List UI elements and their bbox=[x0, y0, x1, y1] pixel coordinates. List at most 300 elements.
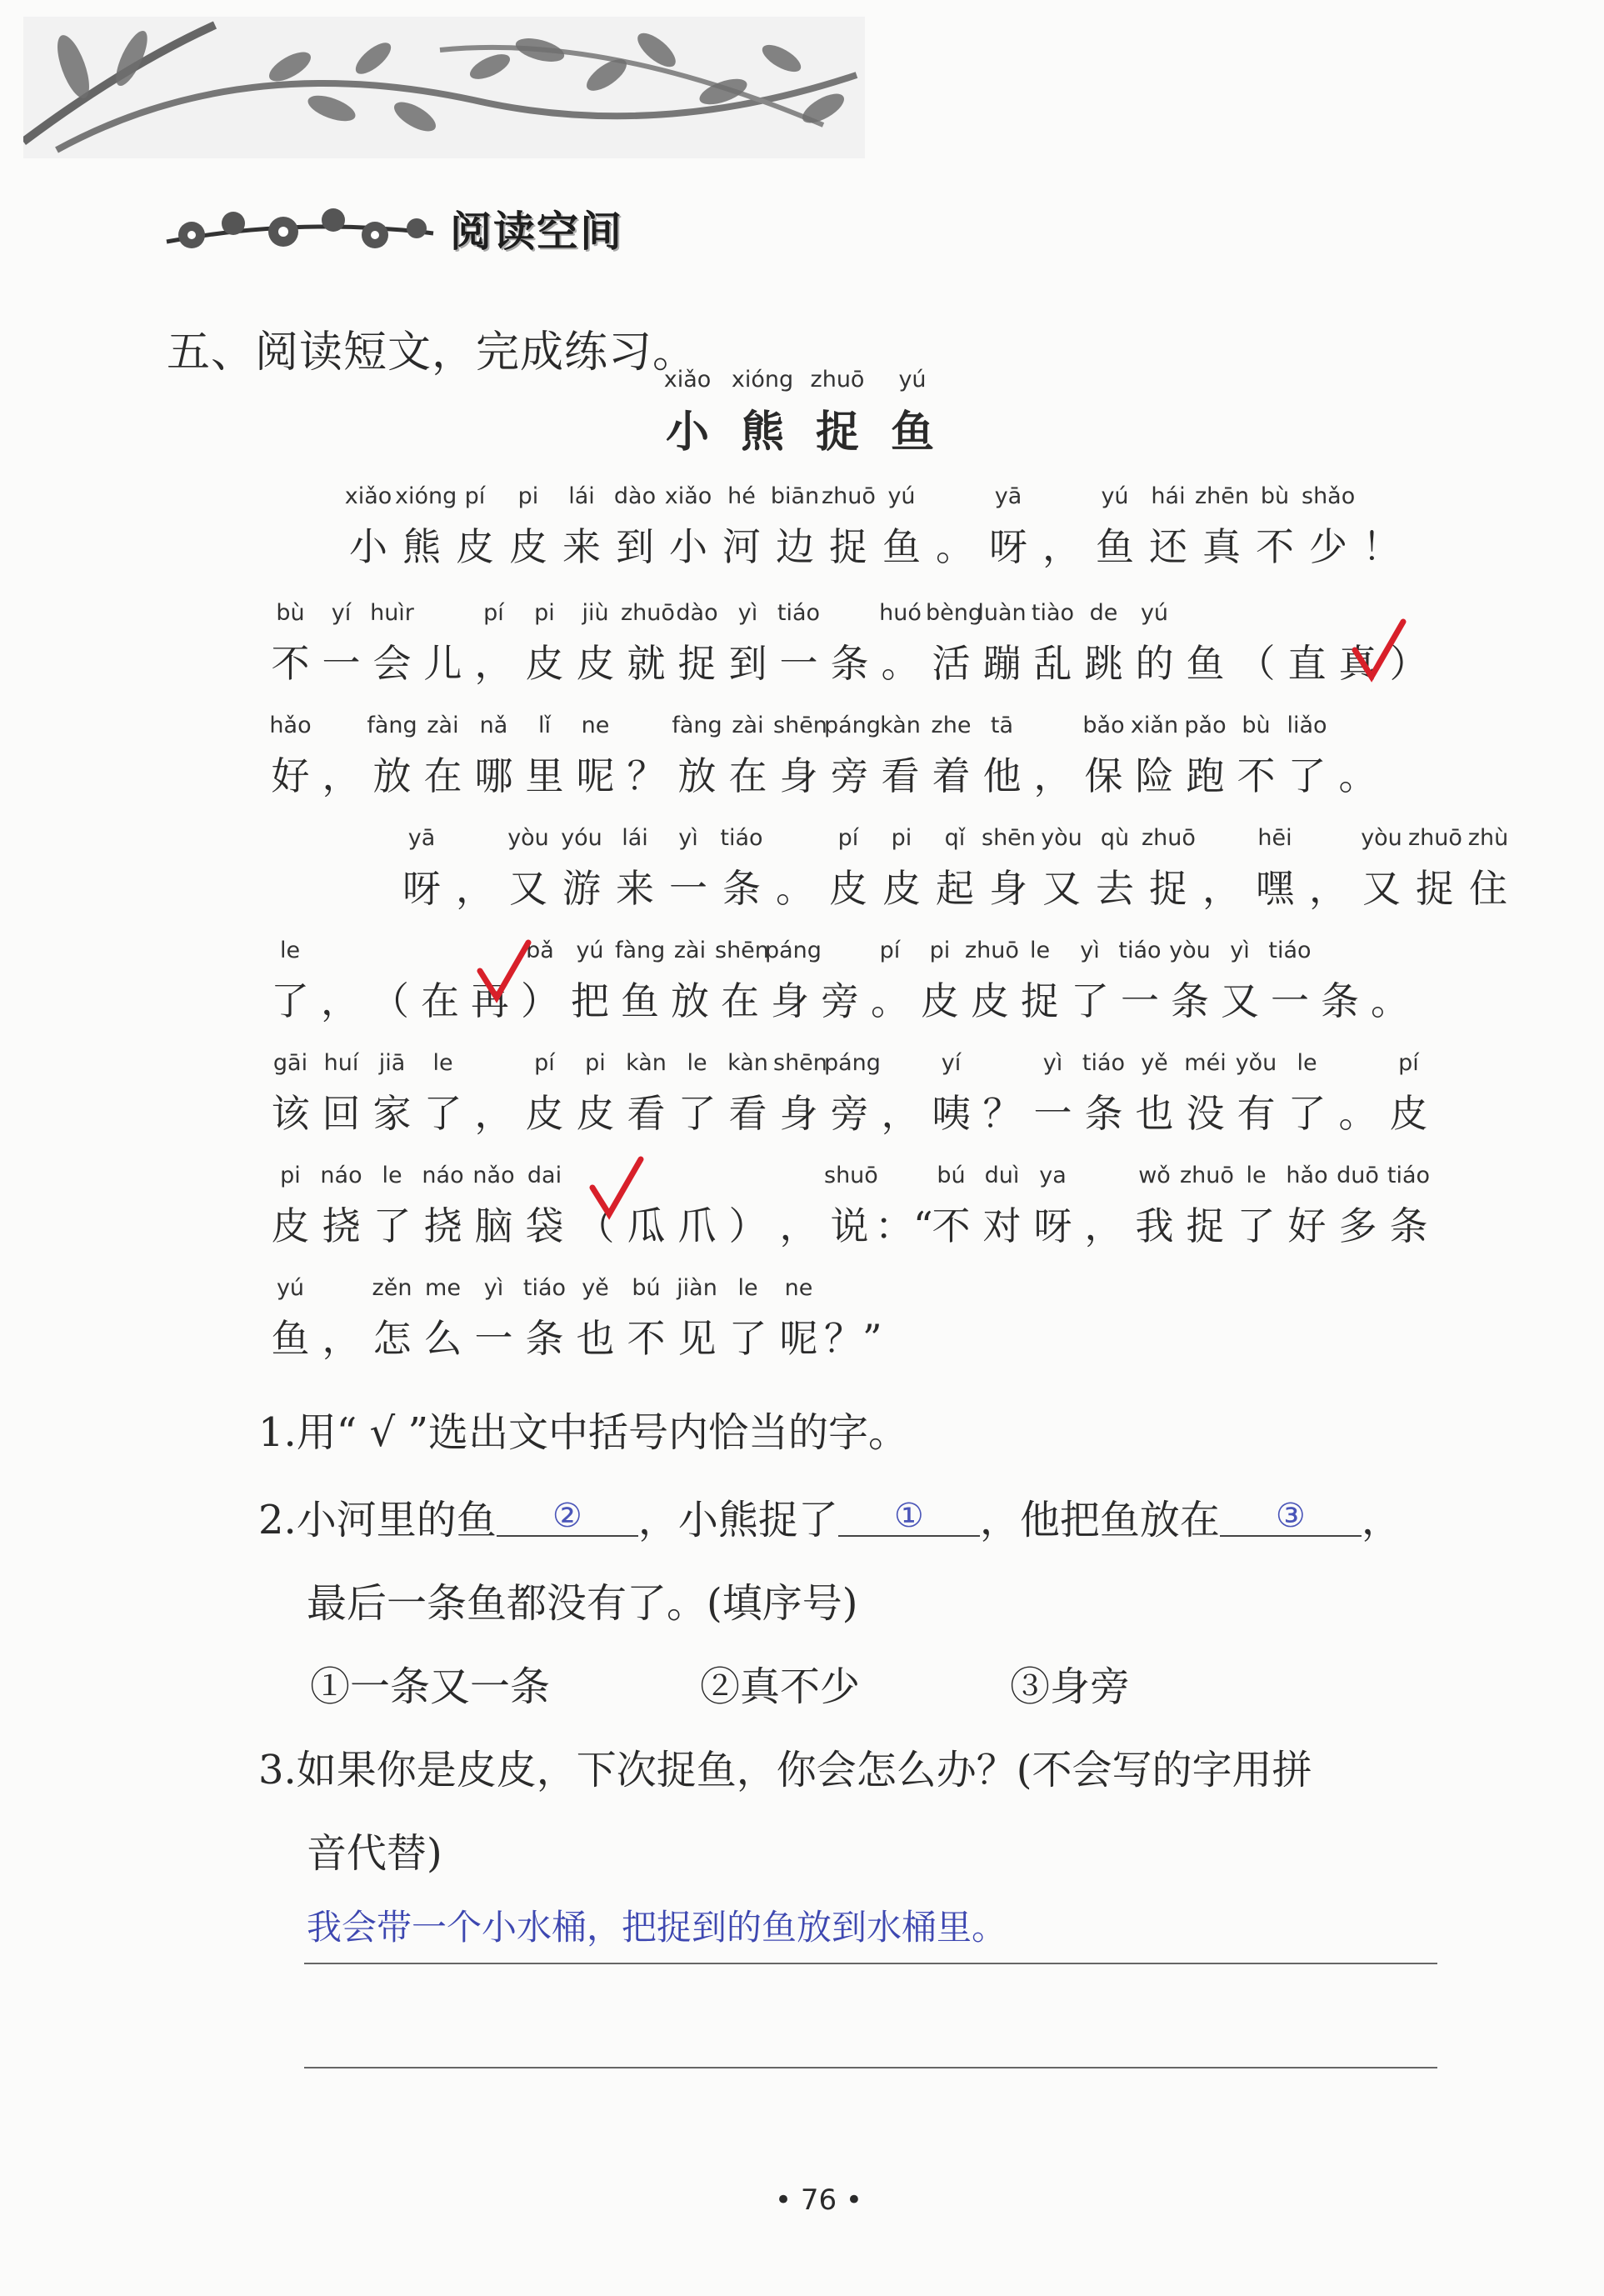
pinyin-syllable: bú bbox=[937, 1163, 966, 1188]
pinyin-syllable: zěn bbox=[372, 1275, 412, 1301]
story-character: 捉 bbox=[829, 524, 867, 569]
story-character: 皮 bbox=[921, 978, 959, 1023]
story-character: 把 bbox=[571, 978, 609, 1023]
story-character: 皮 bbox=[509, 524, 547, 569]
story-line bbox=[342, 825, 1517, 913]
story-character: 呀 bbox=[1033, 1203, 1072, 1248]
pinyin-syllable: yā bbox=[994, 483, 1022, 509]
question-heading: 五、阅读短文，完成练习。 bbox=[167, 328, 697, 378]
story-character: 来 bbox=[562, 524, 601, 569]
story-character: ， bbox=[1033, 753, 1072, 798]
q2-blank-3[interactable]: ③ bbox=[1220, 1497, 1362, 1537]
pinyin-syllable: ne bbox=[784, 1275, 813, 1301]
story-character: 多 bbox=[1338, 1203, 1377, 1248]
pinyin-syllable: lái bbox=[622, 825, 648, 851]
check-mark-icon bbox=[587, 1154, 646, 1221]
answer-line-2 bbox=[304, 2067, 1437, 2068]
pinyin-syllable: xiǎn bbox=[1130, 713, 1179, 738]
pinyin-syllable bbox=[316, 1275, 367, 1308]
story-character: 也 bbox=[1135, 1091, 1174, 1136]
story-character: ？ bbox=[627, 753, 666, 798]
story-character: 皮 bbox=[576, 1091, 615, 1136]
title-character: 捉 bbox=[815, 407, 859, 458]
pinyin-syllable: yí bbox=[331, 600, 352, 626]
pinyin-syllable: pi bbox=[280, 1163, 301, 1188]
story-character: 看 bbox=[881, 753, 920, 798]
story-character: 嘿 bbox=[1256, 866, 1294, 911]
pinyin-syllable: dai bbox=[527, 1163, 562, 1188]
q2-text-2: ，小熊捉了 bbox=[637, 1497, 838, 1543]
pinyin-syllable bbox=[768, 825, 822, 858]
pinyin-syllable: yǒu bbox=[1235, 1050, 1277, 1076]
story-character: 旁 bbox=[830, 1091, 869, 1136]
story-character: 皮 bbox=[829, 866, 867, 911]
pinyin-syllable: náo bbox=[320, 1163, 362, 1188]
story-character: 对 bbox=[982, 1203, 1022, 1248]
pinyin-syllable: yā bbox=[407, 825, 436, 851]
story-character: 了 bbox=[728, 1316, 767, 1361]
pinyin-syllable: yě bbox=[1141, 1050, 1168, 1076]
story-character: 哪 bbox=[474, 753, 513, 798]
pinyin-syllable bbox=[1180, 600, 1231, 633]
pinyin-syllable: zhù bbox=[1467, 825, 1509, 851]
pinyin-syllable bbox=[1315, 938, 1365, 971]
q2-text-1: 2.小河里的鱼 bbox=[258, 1497, 497, 1543]
pinyin-syllable: tiáo bbox=[1118, 938, 1162, 963]
story-character: 皮 bbox=[971, 978, 1009, 1023]
pinyin-syllable: qù bbox=[1100, 825, 1130, 851]
story-character: 条 bbox=[1389, 1203, 1428, 1248]
story-character: 在 bbox=[721, 978, 759, 1023]
story-character: 皮 bbox=[525, 1091, 564, 1136]
pinyin-syllable: huó bbox=[879, 600, 922, 626]
story-character: 不 bbox=[627, 1316, 666, 1361]
pinyin-syllable: tiáo bbox=[720, 825, 763, 851]
pinyin-syllable: lǐ bbox=[537, 713, 551, 738]
pinyin-syllable: zhuō bbox=[1408, 825, 1462, 851]
story-character: ， bbox=[881, 1091, 920, 1136]
story-character: 一 bbox=[1271, 978, 1309, 1023]
story-character: 了 bbox=[1287, 753, 1327, 798]
story-character: 活 bbox=[932, 641, 971, 686]
story-character: 鱼 bbox=[1186, 641, 1225, 686]
story-character: 捉 bbox=[1416, 866, 1454, 911]
story-character: 一 bbox=[669, 866, 707, 911]
character-row bbox=[265, 1083, 1440, 1138]
story-character: 也 bbox=[576, 1316, 615, 1361]
story-character: 旁 bbox=[830, 753, 869, 798]
pinyin-syllable bbox=[342, 825, 395, 858]
story-character: 去 bbox=[1096, 866, 1134, 911]
pinyin-syllable bbox=[824, 1275, 875, 1308]
story-character: 皮 bbox=[576, 641, 615, 686]
story-character: ， bbox=[1042, 524, 1081, 569]
question-2 bbox=[258, 1488, 1402, 1545]
story-character: 见 bbox=[677, 1316, 717, 1361]
story-line bbox=[342, 483, 1517, 572]
q2-text-4: ， bbox=[1361, 1497, 1402, 1543]
story-line bbox=[265, 1275, 1440, 1363]
pinyin-syllable: pí bbox=[464, 483, 486, 509]
story-character: 皮 bbox=[456, 524, 494, 569]
story-character: 怎 bbox=[372, 1316, 412, 1361]
pinyin-syllable: hé bbox=[727, 483, 756, 509]
character-row bbox=[265, 633, 1440, 688]
q2-text-3: ，他把鱼放在 bbox=[979, 1497, 1220, 1543]
story-character: 蹦 bbox=[982, 641, 1022, 686]
pinyin-syllable bbox=[1035, 483, 1088, 517]
story-character: 瓜 bbox=[627, 1203, 666, 1248]
pinyin-syllable: pí bbox=[1398, 1050, 1419, 1076]
pinyin-syllable bbox=[1302, 825, 1355, 858]
story-character: 住 bbox=[1469, 866, 1507, 911]
pinyin-row bbox=[265, 1163, 1440, 1196]
section-logo bbox=[158, 183, 725, 275]
story-character: 鱼 bbox=[1096, 524, 1134, 569]
story-character: ， bbox=[474, 641, 513, 686]
pinyin-syllable: le bbox=[1297, 1050, 1317, 1076]
story-character: 身 bbox=[989, 866, 1027, 911]
story-character: 呀 bbox=[402, 866, 441, 911]
story-character: ， bbox=[322, 1316, 361, 1361]
q2-blank-2[interactable]: ① bbox=[838, 1497, 980, 1537]
pinyin-syllable bbox=[415, 938, 465, 971]
pinyin-syllable bbox=[1195, 825, 1248, 858]
story-character: 不 bbox=[271, 641, 310, 686]
story-character: 在 bbox=[423, 753, 462, 798]
story-character: 乱 bbox=[1033, 641, 1072, 686]
story-character: 里 bbox=[525, 753, 564, 798]
pinyin-syllable: yú bbox=[1101, 483, 1129, 509]
pinyin-row bbox=[342, 483, 1517, 517]
question-3-answer[interactable]: 我会带一个小水桶，把捉到的鱼放到水桶里。 bbox=[307, 1907, 1007, 1948]
pinyin-syllable: le bbox=[737, 1275, 758, 1301]
pinyin-syllable bbox=[468, 1050, 519, 1083]
story-character: ， bbox=[322, 753, 361, 798]
pinyin-syllable: jiàn bbox=[677, 1275, 717, 1301]
pinyin-row bbox=[265, 713, 1440, 746]
pinyin-syllable: pí bbox=[483, 600, 504, 626]
pinyin-syllable: yòu bbox=[1041, 825, 1082, 851]
pinyin-syllable: wǒ bbox=[1138, 1163, 1171, 1188]
pinyin-syllable: yú bbox=[576, 938, 604, 963]
pinyin-syllable: yě bbox=[582, 1275, 609, 1301]
story-character: ， bbox=[1202, 866, 1241, 911]
character-row bbox=[265, 1308, 1440, 1363]
pinyin-syllable bbox=[1027, 713, 1078, 746]
pinyin-syllable: gāi bbox=[272, 1050, 308, 1076]
pinyin-syllable bbox=[875, 1163, 926, 1196]
pinyin-syllable: bèng bbox=[926, 600, 983, 626]
character-row bbox=[342, 517, 1517, 572]
story-character: 会 bbox=[372, 641, 412, 686]
story-character: 呢 bbox=[576, 753, 615, 798]
story-character: 捉 bbox=[1149, 866, 1187, 911]
option-3: ③身旁 bbox=[1010, 1663, 1131, 1710]
pinyin-syllable: náo bbox=[422, 1163, 464, 1188]
story-character: 直 bbox=[1287, 641, 1327, 686]
pinyin-syllable: pi bbox=[929, 938, 951, 963]
pinyin-syllable bbox=[315, 938, 365, 971]
pinyin-syllable: yú bbox=[276, 1275, 305, 1301]
story-character: 少 bbox=[1309, 524, 1347, 569]
pinyin-syllable: pi bbox=[534, 600, 555, 626]
pinyin-syllable: ne bbox=[581, 713, 610, 738]
pinyin-syllable: zài bbox=[673, 938, 707, 963]
pinyin-syllable: yú bbox=[887, 483, 916, 509]
story-character: 身 bbox=[779, 753, 818, 798]
story-line bbox=[265, 713, 1440, 801]
pinyin-syllable: bù bbox=[1242, 713, 1271, 738]
story-character: 跳 bbox=[1084, 641, 1123, 686]
story-title bbox=[650, 367, 950, 459]
story-character: ？” bbox=[824, 1316, 882, 1361]
story-character: 皮 bbox=[882, 866, 921, 911]
story-character: 还 bbox=[1149, 524, 1187, 569]
pinyin-syllable: duì bbox=[984, 1163, 1020, 1188]
story-character: 又 bbox=[1042, 866, 1081, 911]
story-character: 到 bbox=[728, 641, 767, 686]
pinyin-syllable bbox=[815, 938, 865, 971]
q2-blank-1[interactable]: ② bbox=[497, 1497, 638, 1537]
story-character: 捉 bbox=[1021, 978, 1059, 1023]
pinyin-syllable: kàn bbox=[626, 1050, 667, 1076]
story-character: ？ bbox=[982, 1091, 1022, 1136]
story-character bbox=[342, 858, 395, 913]
option-1: ①一条又一条 bbox=[310, 1663, 551, 1710]
pinyin-syllable: bú bbox=[632, 1275, 661, 1301]
pinyin-syllable: tiáo bbox=[777, 600, 821, 626]
pinyin-syllable: me bbox=[425, 1275, 461, 1301]
story-character: 了 bbox=[271, 978, 309, 1023]
pinyin-syllable: pí bbox=[534, 1050, 555, 1076]
story-line bbox=[265, 1163, 1440, 1251]
story-character: 了 bbox=[423, 1091, 462, 1136]
story-character: 我 bbox=[1135, 1203, 1174, 1248]
story-character: 在 bbox=[728, 753, 767, 798]
pinyin-syllable bbox=[417, 600, 468, 633]
title-character: 鱼 bbox=[890, 407, 934, 458]
character-row bbox=[265, 1196, 1440, 1251]
story-character: 河 bbox=[722, 524, 761, 569]
story-character: 条 bbox=[830, 641, 869, 686]
story-character: 了 bbox=[1071, 978, 1109, 1023]
title-pinyin-syllable: xiǎo bbox=[663, 367, 712, 393]
story-character: 旁 bbox=[821, 978, 859, 1023]
pinyin-syllable: pí bbox=[837, 825, 859, 851]
story-character: 在 bbox=[421, 978, 459, 1023]
pinyin-syllable: yì bbox=[483, 1275, 504, 1301]
story-character: 真 bbox=[1338, 641, 1377, 686]
story-character: ， bbox=[321, 978, 359, 1023]
story-character: 呢 bbox=[779, 1316, 818, 1361]
story-character: 了 bbox=[677, 1091, 717, 1136]
title-character: 小 bbox=[665, 407, 709, 458]
leaf-banner-illustration bbox=[23, 17, 865, 158]
pinyin-syllable: le bbox=[687, 1050, 707, 1076]
story-character: 条 bbox=[722, 866, 761, 911]
pinyin-syllable: zài bbox=[427, 713, 459, 738]
pinyin-syllable bbox=[448, 825, 502, 858]
pinyin-syllable: páng bbox=[824, 713, 881, 738]
pinyin-syllable: fàng bbox=[672, 713, 722, 738]
story-character: （ bbox=[576, 1203, 615, 1248]
story-character: 。 bbox=[1338, 753, 1377, 798]
story-character: 爪 bbox=[677, 1203, 717, 1248]
pinyin-syllable: de bbox=[1089, 600, 1118, 626]
pinyin-syllable: shēn bbox=[715, 938, 769, 963]
story-character: 条 bbox=[1321, 978, 1359, 1023]
pinyin-syllable: tā bbox=[990, 713, 1014, 738]
story-character: 条 bbox=[1084, 1091, 1123, 1136]
story-character: 看 bbox=[627, 1091, 666, 1136]
pinyin-syllable bbox=[621, 713, 672, 746]
story-character: ） bbox=[521, 978, 559, 1023]
story-character: 的 bbox=[1135, 641, 1174, 686]
story-character: 挠 bbox=[423, 1203, 462, 1248]
story-character: 说 bbox=[830, 1203, 869, 1248]
pinyin-syllable: pí bbox=[879, 938, 901, 963]
pinyin-syllable: biān bbox=[770, 483, 820, 509]
story-character: 。 bbox=[871, 978, 909, 1023]
story-character: 儿 bbox=[423, 641, 462, 686]
story-character: 又 bbox=[1362, 866, 1401, 911]
story-character: 皮 bbox=[271, 1203, 310, 1248]
story-character: 游 bbox=[562, 866, 601, 911]
story-character: 小 bbox=[349, 524, 387, 569]
pinyin-syllable: pǎo bbox=[1184, 713, 1227, 738]
pinyin-syllable: yòu bbox=[507, 825, 549, 851]
story-character: 脑 bbox=[474, 1203, 513, 1248]
story-character: 挠 bbox=[322, 1203, 361, 1248]
pinyin-syllable: kàn bbox=[727, 1050, 768, 1076]
story-character: （ bbox=[1237, 641, 1276, 686]
pinyin-syllable bbox=[1332, 713, 1383, 746]
pinyin-syllable bbox=[672, 1163, 722, 1196]
story-character: 边 bbox=[776, 524, 814, 569]
pinyin-syllable: hǎo bbox=[1286, 1163, 1328, 1188]
story-character: 真 bbox=[1202, 524, 1241, 569]
pinyin-syllable: yú bbox=[1140, 600, 1169, 626]
story-character: 么 bbox=[423, 1316, 462, 1361]
option-2: ②真不少 bbox=[700, 1663, 861, 1710]
pinyin-syllable bbox=[365, 938, 415, 971]
story-character: 了 bbox=[372, 1203, 412, 1248]
story-character: 一 bbox=[474, 1316, 513, 1361]
pinyin-syllable: le bbox=[279, 938, 301, 963]
pinyin-syllable: yí bbox=[941, 1050, 962, 1076]
story-title-chars bbox=[650, 397, 950, 459]
pinyin-syllable: hēi bbox=[1257, 825, 1292, 851]
pinyin-row bbox=[342, 825, 1517, 858]
question-3-line-2: 音代替) bbox=[307, 1830, 442, 1877]
pinyin-syllable bbox=[1282, 600, 1332, 633]
pinyin-syllable: méi bbox=[1184, 1050, 1227, 1076]
pinyin-syllable: hái bbox=[1151, 483, 1186, 509]
pinyin-syllable: tiáo bbox=[1268, 938, 1312, 963]
check-mark-icon bbox=[475, 938, 533, 1004]
story-character: 着 bbox=[932, 753, 971, 798]
story-character: 就 bbox=[627, 641, 666, 686]
pinyin-syllable: le bbox=[382, 1163, 402, 1188]
story-character: 小 bbox=[669, 524, 707, 569]
pinyin-row bbox=[265, 1275, 1440, 1308]
pinyin-syllable: zhuō bbox=[1142, 825, 1196, 851]
pinyin-syllable bbox=[1078, 1163, 1129, 1196]
story-character: 一 bbox=[1121, 978, 1159, 1023]
pinyin-syllable: huìr bbox=[370, 600, 414, 626]
pinyin-syllable: yì bbox=[678, 825, 698, 851]
story-character: 不 bbox=[1256, 524, 1294, 569]
story-character: 。 bbox=[881, 641, 920, 686]
title-character: 熊 bbox=[740, 407, 784, 458]
story-character: ） bbox=[728, 1203, 767, 1248]
pinyin-syllable: duō bbox=[1337, 1163, 1379, 1188]
pinyin-syllable: hǎo bbox=[269, 713, 312, 738]
section-title: 阅读空间 bbox=[450, 208, 623, 256]
pinyin-syllable: yòu bbox=[1169, 938, 1211, 963]
pinyin-syllable bbox=[824, 600, 875, 633]
story-character: 一 bbox=[1033, 1091, 1072, 1136]
story-line bbox=[265, 938, 1440, 1026]
pinyin-syllable: xióng bbox=[395, 483, 457, 509]
pinyin-syllable: shēn bbox=[982, 825, 1036, 851]
pinyin-syllable: tiáo bbox=[1082, 1050, 1126, 1076]
story-character: 身 bbox=[771, 978, 809, 1023]
pinyin-syllable: páng bbox=[824, 1050, 881, 1076]
story-character: 熊 bbox=[402, 524, 441, 569]
story-character: 放 bbox=[677, 753, 717, 798]
story-character: 咦 bbox=[932, 1091, 971, 1136]
story-character: ） bbox=[1389, 641, 1428, 686]
pinyin-syllable: tiáo bbox=[522, 1275, 567, 1301]
pinyin-syllable bbox=[316, 713, 367, 746]
story-character: 条 bbox=[1171, 978, 1209, 1023]
pinyin-syllable bbox=[875, 1050, 926, 1083]
story-character: 放 bbox=[372, 753, 412, 798]
story-character: 皮 bbox=[1389, 1091, 1428, 1136]
pinyin-syllable: huí bbox=[323, 1050, 359, 1076]
pinyin-syllable: dào bbox=[676, 600, 718, 626]
pinyin-syllable: zhe bbox=[931, 713, 972, 738]
pinyin-syllable: lái bbox=[568, 483, 595, 509]
pinyin-syllable: kàn bbox=[880, 713, 921, 738]
pinyin-syllable: shǎo bbox=[1302, 483, 1356, 509]
story-character: 好 bbox=[1287, 1203, 1327, 1248]
pinyin-syllable: yì bbox=[1042, 1050, 1063, 1076]
story-character: 又 bbox=[509, 866, 547, 911]
story-character: 。 bbox=[936, 524, 974, 569]
pinyin-syllable bbox=[773, 1163, 824, 1196]
story-character: 回 bbox=[322, 1091, 361, 1136]
pinyin-syllable: yóu bbox=[561, 825, 602, 851]
pinyin-syllable: bǎo bbox=[1082, 713, 1125, 738]
pinyin-syllable: bù bbox=[1260, 483, 1290, 509]
pinyin-syllable: zhuō bbox=[1180, 1163, 1234, 1188]
pinyin-row bbox=[265, 938, 1440, 971]
pinyin-syllable: fàng bbox=[367, 713, 417, 738]
flower-vine-icon bbox=[158, 183, 442, 275]
story-character: 一 bbox=[322, 641, 361, 686]
page-number: • 76 • bbox=[775, 2183, 862, 2217]
story-character: 身 bbox=[779, 1091, 818, 1136]
story-character: 不 bbox=[932, 1203, 971, 1248]
pinyin-syllable: tiáo bbox=[1387, 1163, 1431, 1188]
story-character: 该 bbox=[271, 1091, 310, 1136]
story-character: 放 bbox=[671, 978, 709, 1023]
pinyin-syllable: pi bbox=[585, 1050, 606, 1076]
pinyin-syllable: ya bbox=[1039, 1163, 1067, 1188]
